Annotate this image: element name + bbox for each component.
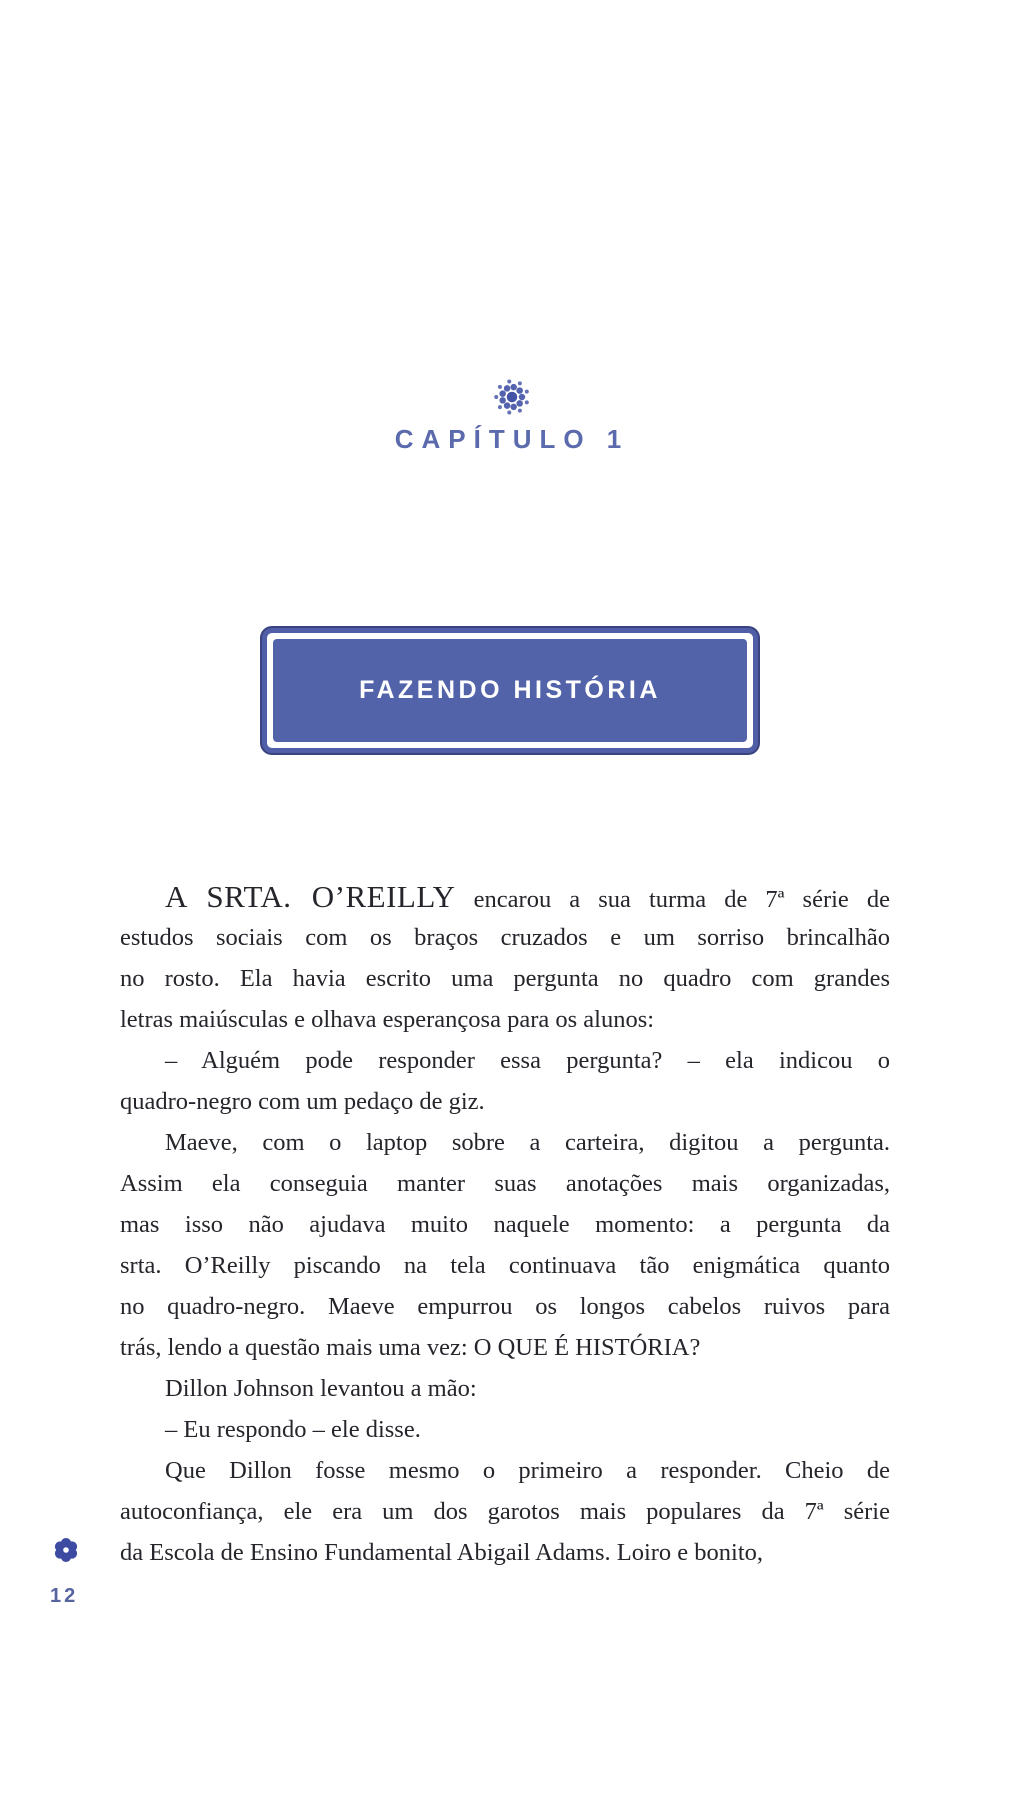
paragraph-lead-caps: A SRTA. O’REILLY (165, 879, 456, 914)
text-line: autoconfiança, ele era um dos garotos mais populares da 7ª série (120, 1498, 890, 1525)
text-line: quadro-negro com um pedaço de giz. (120, 1088, 485, 1115)
text-line-rest: encarou a sua turma de 7ª série de (473, 886, 890, 913)
rosette-dots-icon (491, 376, 533, 418)
chapter-title: FAZENDO HISTÓRIA (359, 676, 661, 704)
chapter-label: CAPÍTULO 1 (394, 424, 630, 454)
text-line: letras maiúsculas e olhava esperançosa para os alunos: (120, 1006, 655, 1033)
text-line: – Alguém pode responder essa pergunta? – ela indicou o (165, 1047, 890, 1074)
text-line: Que Dillon fosse mesmo o primeiro a responder. Cheio de (165, 1457, 890, 1484)
footer-flower (51, 1535, 81, 1570)
text-line: no quadro-negro. Maeve empurrou os longos cabelos ruivos para (120, 1293, 890, 1320)
flower-icon (51, 1535, 81, 1565)
text-line: Maeve, com o laptop sobre a carteira, digitou a pergunta. (165, 1129, 890, 1156)
text-line: da Escola de Ensino Fundamental Abigail Adams. Loiro e bonito, (120, 1539, 764, 1566)
text-line: mas isso não ajudava muito naquele momento: a pergunta da (120, 1211, 890, 1238)
chapter-title-box-inner (273, 639, 747, 742)
text-line: Dillon Johnson levantou a mão: (165, 1375, 477, 1402)
chapter-title-box (262, 628, 758, 753)
text-line: – Eu respondo – ele disse. (165, 1416, 421, 1443)
text-line (120, 876, 890, 917)
text-line: no rosto. Ela havia escrito uma pergunta no quadro com grandes (120, 965, 890, 992)
text-line: trás, lendo a questão mais uma vez: O QUE É HISTÓRIA? (120, 1334, 701, 1361)
body-text (120, 876, 890, 1573)
text-line: Assim ela conseguia manter suas anotações mais organizadas, (120, 1170, 890, 1197)
page-number: 12 (50, 1585, 79, 1607)
text-line: srta. O’Reilly piscando na tela continuava tão enigmática quanto (120, 1252, 890, 1279)
chapter-ornament (0, 376, 1024, 418)
text-line: estudos sociais com os braços cruzados e um sorriso brincalhão (120, 924, 890, 951)
